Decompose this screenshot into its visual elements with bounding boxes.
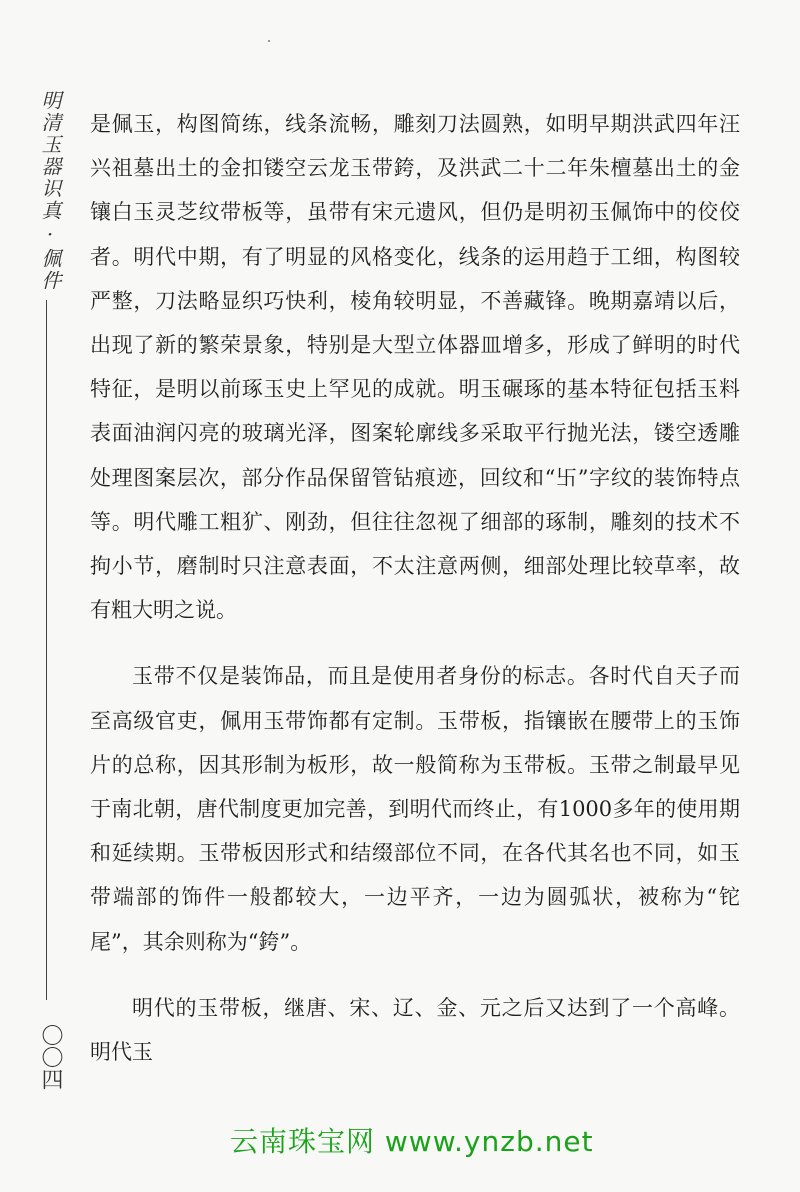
running-header-title: 明清玉器识真·佩件 <box>38 90 62 292</box>
main-text <box>90 102 740 1074</box>
scan-speck <box>268 40 270 42</box>
margin-rule <box>46 300 47 1000</box>
paragraph-3: 明代的玉带板，继唐、宋、辽、金、元之后又达到了一个高峰。明代玉 <box>90 995 740 1065</box>
page-number: 〇〇四 <box>38 1024 63 1090</box>
site-watermark: 云南珠宝网 www.ynzb.net <box>230 1125 594 1158</box>
paragraph-1: 是佩玉，构图简练，线条流畅，雕刻刀法圆熟，如明早期洪武四年汪兴祖墓出土的金扣镂空云龙玉带銙，及洪武二十二年朱檀墓出土的金镶白玉灵芝纹带板等，虽带有宋元遗风，但仍是明初玉佩饰中的佼佼者。明代中期，有了明显的风格变化，线条的运用趋于工细，构图较严整，刀法略显织巧快利，棱角较明显，不善藏锋。晚期嘉靖以后，出现了新的繁荣景象，特别是大型立体器皿增多，形成了鲜明的时代特征，是明以前琢玉史上罕见的成就。明玉碾琢的基本特征包括玉料表面油润闪亮的玻璃光泽，图案轮廓线多采取平行抛光法，镂空透雕处理图案层次，部分作品保留管钻痕迹，回纹和“卐”字纹的装饰特点等。明代雕工粗犷、刚劲，但往往忽视了细部的琢制，雕刻的技术不拘小节，磨制时只注意表面，不太注意两侧，细部处理比较草率，故有粗大明之说。 <box>90 112 740 623</box>
paragraph-2: 玉带不仅是装饰品，而且是使用者身份的标志。各时代自天子而至高级官吏，佩用玉带饰都有定制。玉带板，指镶嵌在腰带上的玉饰片的总称，因其形制为板形，故一般简称为玉带板。玉带之制最早见于南北朝，唐代制度更加完善，到明代而终止，有1000多年的使用期和延续期。玉带板因形式和结缀部位不同，在各代其名也不同，如玉带端部的饰件一般都较大，一边平齐，一边为圆弧状，被称为“铊尾”，其余则称为“銙”。 <box>90 664 740 954</box>
